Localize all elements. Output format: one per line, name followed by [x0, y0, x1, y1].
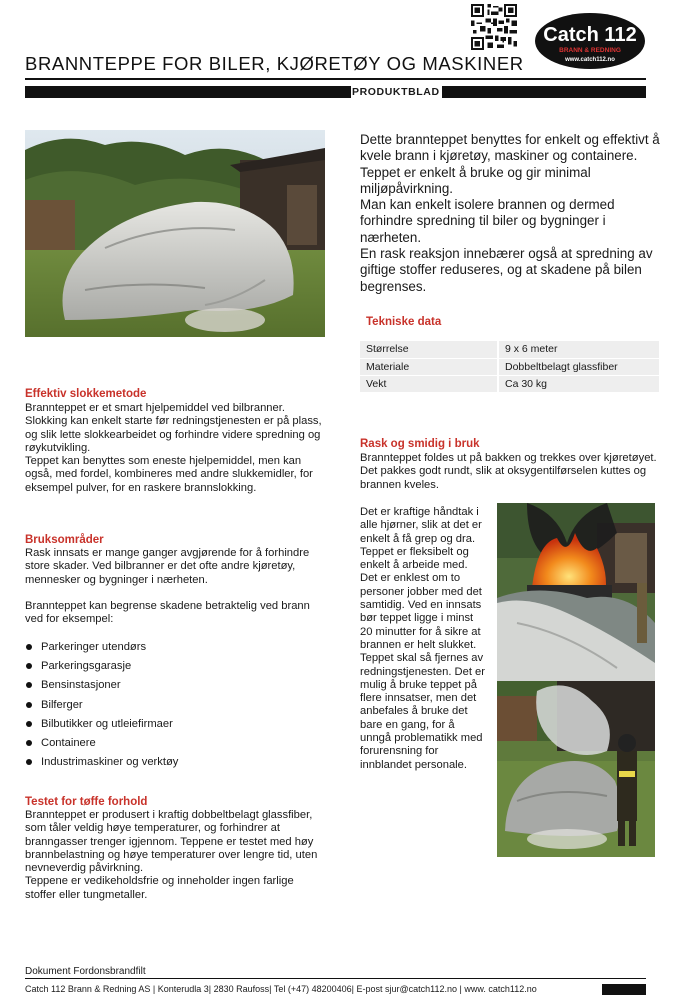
table-row — [360, 358, 659, 375]
rask-text: Brannteppet foldes ut på bakken og trekkes over kjøretøyet. Det pakkes godt rundt, slik at oksygentilførselen kuttes og brannen kveles. — [360, 452, 657, 491]
spec-value: 9 x 6 meter — [498, 341, 659, 358]
page-title: BRANNTEPPE FOR BILER, KJØRETØY OG MASKINER — [25, 53, 524, 74]
tech-heading: Tekniske data — [366, 316, 442, 328]
photo-covered-car — [25, 130, 325, 337]
svg-text:BRANN & REDNING: BRANN & REDNING — [559, 47, 621, 54]
list-item: Parkeringer utendørs — [25, 641, 178, 660]
bruk-paragraph: Rask innsats er mange ganger avgjørende for å forhindre store skader. Ved bilbranner er det ofte andre kjøretøy, mennesker og bygninger i nærheten. — [25, 547, 310, 586]
footer-rule — [25, 978, 646, 979]
catch112-logo — [534, 12, 646, 70]
intro-paragraph: Man kan enkelt isolere brannen og dermed forhindre spredning til biler og bygninger i nærheten. — [360, 197, 615, 245]
spec-label: Vekt — [360, 375, 498, 392]
bruk-heading: Bruksområder — [25, 534, 104, 546]
tech-table — [360, 341, 659, 393]
table-row — [360, 341, 659, 358]
list-item: Parkeringsgarasje — [25, 660, 178, 679]
intro-paragraph: En rask reaksjon innebærer også at spredning av giftige stoffer reduseres, og at skadene på bilen begrenses. — [360, 246, 653, 294]
spec-value: Ca 30 kg — [498, 375, 659, 392]
list-item: Bensinstasjoner — [25, 679, 178, 698]
rask-heading: Rask og smidig i bruk — [360, 438, 480, 450]
spec-label: Materiale — [360, 358, 498, 375]
testet-heading: Testet for tøffe forhold — [25, 796, 148, 808]
list-item: Bilbutikker og utleiefirmaer — [25, 718, 178, 737]
header-rule — [25, 78, 646, 80]
subtitle: PRODUKTBLAD — [352, 86, 440, 98]
list-item: Containere — [25, 737, 178, 756]
photo-firefighter — [497, 681, 655, 857]
photo-burning-car — [497, 503, 655, 681]
bruk-text — [25, 547, 325, 626]
footer-contact: Catch 112 Brann & Redning AS | Konterudla 3| 2830 Raufoss| Tel (+47) 48200406| E-post sjur@catch112.no | www. catch112.no — [25, 984, 537, 994]
spec-value: Dobbeltbelagt glassfiber — [498, 358, 659, 375]
testet-paragraph: Teppene er vedikeholdsfrie og inneholder ingen farlige stoffer eller tungmetaller. — [25, 875, 294, 901]
document-label: Dokument Fordonsbrandfilt — [25, 966, 146, 977]
testet-paragraph: Brannteppet er produsert i kraftig dobbeltbelagt glassfiber, som tåler veldig høye temperaturer, og forhindrer at branngasser trenger igjennom. Teppene er testet med høy brannbelastning og høye temperaturer over lengre tid, uten nevneverdig påvirkning. — [25, 809, 318, 875]
spec-label: Størrelse — [360, 341, 498, 358]
effektiv-text — [25, 402, 325, 495]
qr-code — [471, 4, 517, 50]
table-row — [360, 375, 659, 392]
bruk-paragraph: Brannteppet kan begrense skadene betraktelig ved brann ved for eksempel: — [25, 599, 310, 626]
svg-text:www.catch112.no: www.catch112.no — [565, 57, 615, 63]
effektiv-paragraph: Teppet kan benyttes som eneste hjelpemiddel, men kan også, med fordel, kombineres med andre slukkemidler, for eksempel pulver, for en raskere brannslokking. — [25, 455, 313, 494]
footer-block — [602, 984, 646, 995]
intro-text — [360, 132, 660, 295]
subtitle-bar — [25, 86, 646, 98]
list-item: Bilferger — [25, 699, 178, 718]
effektiv-paragraph: Brannteppet er et smart hjelpemiddel ved bilbranner. Slokking kan enkelt starte før redningstjenesten er på plass, og slik lette slokkearbeidet og forhindre videre spredning og røykutvikling. — [25, 402, 322, 454]
testet-text — [25, 809, 325, 902]
list-item: Industrimaskiner og verktøy — [25, 756, 178, 775]
side-text: Det er kraftige håndtak i alle hjørner, slik at det er enkelt å få grep og dra. Teppet er fleksibelt og enkelt å arbeide med. Det er enklest om to personer jobber med det samtidig. Ved en innsats bør teppet ligge i minst 20 minutter for å sikre at brannen er helt slukket. Teppet skal så fjernes av redningstjenesten. Det er mulig å bruke teppet på flere innsatser, men det anbefales å bruke det bare en gang, for å unngå problematikk med forurensning for innblandet personale. — [360, 506, 486, 771]
usage-list — [25, 641, 178, 775]
svg-text:Catch 112: Catch 112 — [543, 24, 637, 46]
effektiv-heading: Effektiv slokkemetode — [25, 388, 147, 400]
intro-paragraph: Dette brannteppet benyttes for enkelt og effektivt å kvele brann i kjøretøy, maskiner og containere. Teppet er enkelt å bruke og gir minimal miljøpåvirkning. — [360, 132, 660, 196]
